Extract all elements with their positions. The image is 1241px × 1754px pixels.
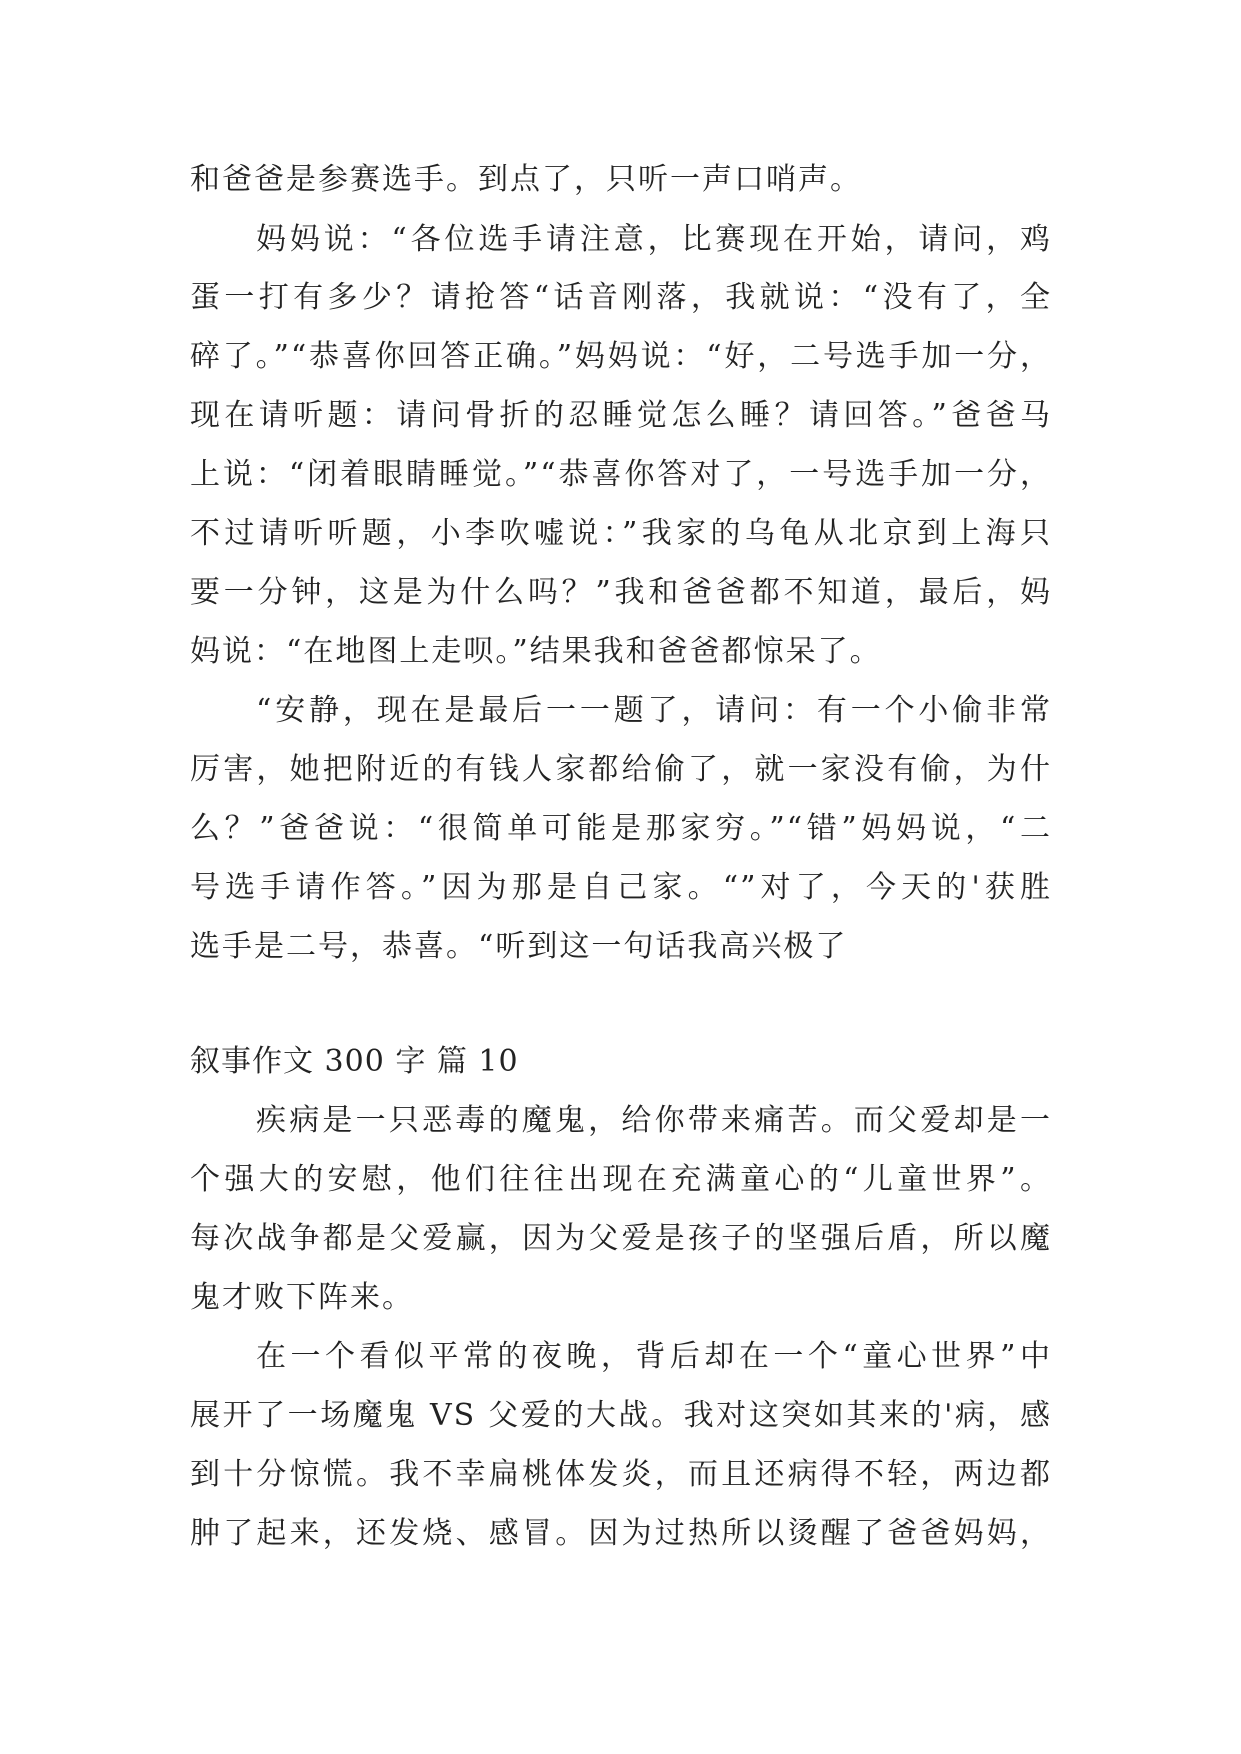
text-line: “安静，现在是最后一一题了，请问：有一个小偷非常	[256, 693, 1052, 728]
text-line: 到十分惊慌。我不幸扁桃体发炎，而且还病得不轻，两边都	[190, 1457, 1052, 1492]
text-line: 疾病是一只恶毒的魔鬼，给你带来痛苦。而父爱却是一	[256, 1103, 1052, 1138]
text-line: 个强大的安慰，他们往往出现在充满童心的“儿童世界”。	[190, 1162, 1052, 1197]
text-line: 鬼才败下阵来。	[190, 1280, 414, 1315]
text-line: 展开了一场魔鬼 VS 父爱的大战。我对这突如其来的'病，感	[190, 1398, 1052, 1433]
text-line: 选手是二号，恭喜。“听到这一句话我高兴极了	[190, 929, 848, 964]
text-line: 妈妈说：“各位选手请注意，比赛现在开始，请问，鸡	[256, 222, 1052, 257]
text-line: 么？”爸爸说：“很简单可能是那家穷。”“错”妈妈说，“二	[190, 811, 1052, 846]
text-line: 妈说：“在地图上走呗。”结果我和爸爸都惊呆了。	[190, 634, 882, 669]
text-line: 现在请听题：请问骨折的忍睡觉怎么睡？请回答。”爸爸马	[190, 398, 1052, 433]
text-line: 肿了起来，还发烧、感冒。因为过热所以烫醒了爸爸妈妈，	[190, 1516, 1052, 1551]
text-line: 碎了。”“恭喜你回答正确。”妈妈说：“好，二号选手加一分，	[190, 339, 1052, 374]
text-line: 号选手请作答。”因为那是自己家。“”对了，今天的'获胜	[190, 870, 1052, 905]
text-line: 每次战争都是父爱赢，因为父爱是孩子的坚强后盾，所以魔	[190, 1221, 1052, 1256]
text-line: 蛋一打有多少？请抢答“话音刚落，我就说：“没有了，全	[190, 280, 1052, 315]
text-line: 厉害，她把附近的有钱人家都给偷了，就一家没有偷，为什	[190, 752, 1052, 787]
text-line: 要一分钟，这是为什么吗？”我和爸爸都不知道，最后，妈	[190, 575, 1052, 610]
text-line: 和爸爸是参赛选手。到点了，只听一声口哨声。	[190, 162, 862, 197]
text-line: 在一个看似平常的夜晚，背后却在一个“童心世界”中	[256, 1339, 1052, 1374]
section-heading: 叙事作文 300 字 篇 10	[190, 1044, 519, 1079]
text-line: 上说：“闭着眼睛睡觉。”“恭喜你答对了，一号选手加一分，	[190, 457, 1052, 492]
text-line: 不过请听听题，小李吹嘘说：”我家的乌龟从北京到上海只	[190, 516, 1052, 551]
